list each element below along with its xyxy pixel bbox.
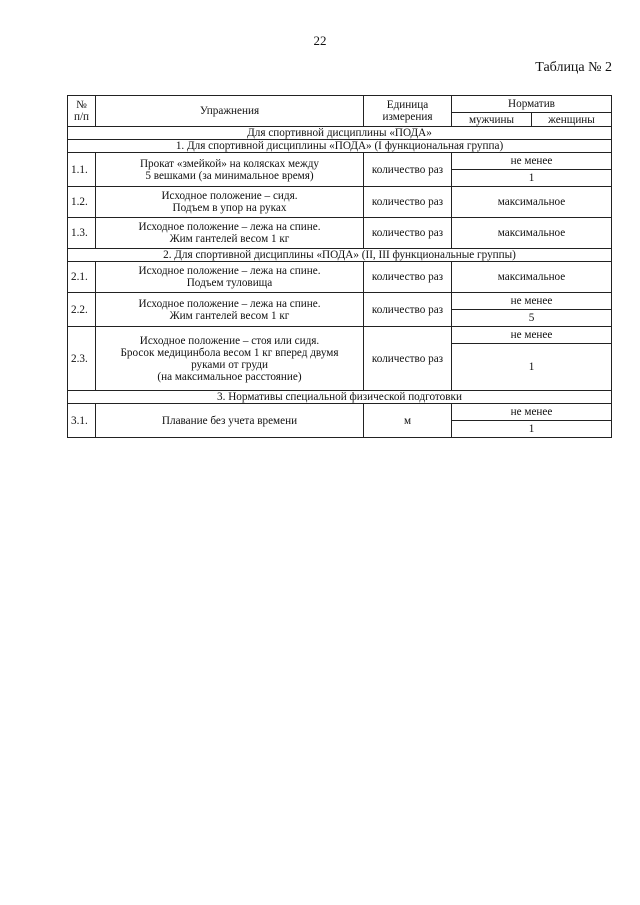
header-num-cell (68, 96, 96, 127)
row-2-3-ex-line4: (на максимальное расстояние) (157, 370, 302, 383)
section-1-title: 1. Для спортивной дисциплины «ПОДА» (I функциональная группа) (68, 140, 612, 153)
table-title: Таблица № 2 (535, 60, 612, 75)
header-exercises: Упражнения (96, 96, 364, 127)
discipline-title: Для спортивной дисциплины «ПОДА» (68, 127, 612, 140)
row-2-3-ex-line3: руками от груди (191, 358, 268, 371)
section-2-title: 2. Для спортивной дисциплины «ПОДА» (II, III функциональные группы) (68, 249, 612, 262)
header-unit-2: измерения (382, 111, 433, 123)
row-1-2-num: 1.2. (68, 187, 96, 218)
row-2-3-ex-line1: Исходное положение – стоя или сидя. (139, 334, 320, 347)
row-2-1-norm: максимальное (452, 262, 612, 293)
row-1-3-ex-line2: Жим гантелей весом 1 кг (169, 233, 290, 245)
row-1-3-norm: максимальное (452, 218, 612, 249)
row-1-3-exercise (96, 218, 364, 249)
row-2-3-norm-value: 1 (452, 344, 612, 391)
row-1-1-ex-line1: Прокат «змейкой» на колясках между (139, 157, 320, 170)
row-2-2-unit: количество раз (364, 293, 452, 327)
row-3-1-exercise: Плавание без учета времени (96, 404, 364, 438)
row-1-1-norm-label: не менее (452, 153, 612, 170)
page-number: 22 (313, 33, 327, 48)
row-1-1-ex-line2: 5 вешками (за минимальное время) (145, 169, 314, 182)
header-unit-1: Единица (386, 99, 429, 111)
row-2-2-norm-value: 5 (452, 310, 612, 327)
row-2-1-num: 2.1. (68, 262, 96, 293)
row-1-2-ex-line1: Исходное положение – сидя. (161, 190, 298, 202)
row-2-1-unit: количество раз (364, 262, 452, 293)
header-unit-cell (364, 96, 452, 127)
header-num: № (76, 99, 87, 111)
row-2-2-ex-line2: Жим гантелей весом 1 кг (169, 309, 290, 322)
row-3-1-unit: м (364, 404, 452, 438)
row-2-3-exercise (96, 327, 364, 391)
row-1-1-num: 1.1. (68, 153, 96, 187)
row-2-3-unit: количество раз (364, 327, 452, 391)
row-1-1-norm-value: 1 (452, 170, 612, 187)
row-1-3-ex-line1: Исходное положение – лежа на спине. (138, 221, 321, 233)
row-3-1-norm-label: не менее (452, 404, 612, 421)
row-2-1-ex-line1: Исходное положение – лежа на спине. (138, 265, 321, 277)
row-1-2-ex-line2: Подъем в упор на руках (172, 202, 287, 214)
row-1-1-unit: количество раз (364, 153, 452, 187)
row-2-3-ex-line2: Бросок медицинбола весом 1 кг вперед двумя (120, 346, 339, 359)
row-3-1-norm-value: 1 (452, 421, 612, 438)
row-1-3-num: 1.3. (68, 218, 96, 249)
header-num-sub: п/п (73, 111, 90, 123)
norms-table (67, 95, 612, 438)
header-norm: Норматив (452, 96, 612, 113)
row-1-2-exercise (96, 187, 364, 218)
header-women: женщины (532, 113, 612, 127)
row-2-2-exercise (96, 293, 364, 327)
row-2-2-num: 2.2. (68, 293, 96, 327)
row-2-1-ex-line2: Подъем туловища (186, 277, 273, 289)
row-3-1-num: 3.1. (68, 404, 96, 438)
row-1-2-norm: максимальное (452, 187, 612, 218)
row-2-2-norm-label: не менее (452, 293, 612, 310)
row-1-2-unit: количество раз (364, 187, 452, 218)
section-3-title: 3. Нормативы специальной физической подготовки (68, 391, 612, 404)
row-1-3-unit: количество раз (364, 218, 452, 249)
row-2-3-num: 2.3. (68, 327, 96, 391)
header-men: мужчины (452, 113, 532, 127)
row-2-3-norm-label: не менее (452, 327, 612, 344)
row-2-1-exercise (96, 262, 364, 293)
row-1-1-exercise (96, 153, 364, 187)
row-2-2-ex-line1: Исходное положение – лежа на спине. (138, 297, 321, 310)
